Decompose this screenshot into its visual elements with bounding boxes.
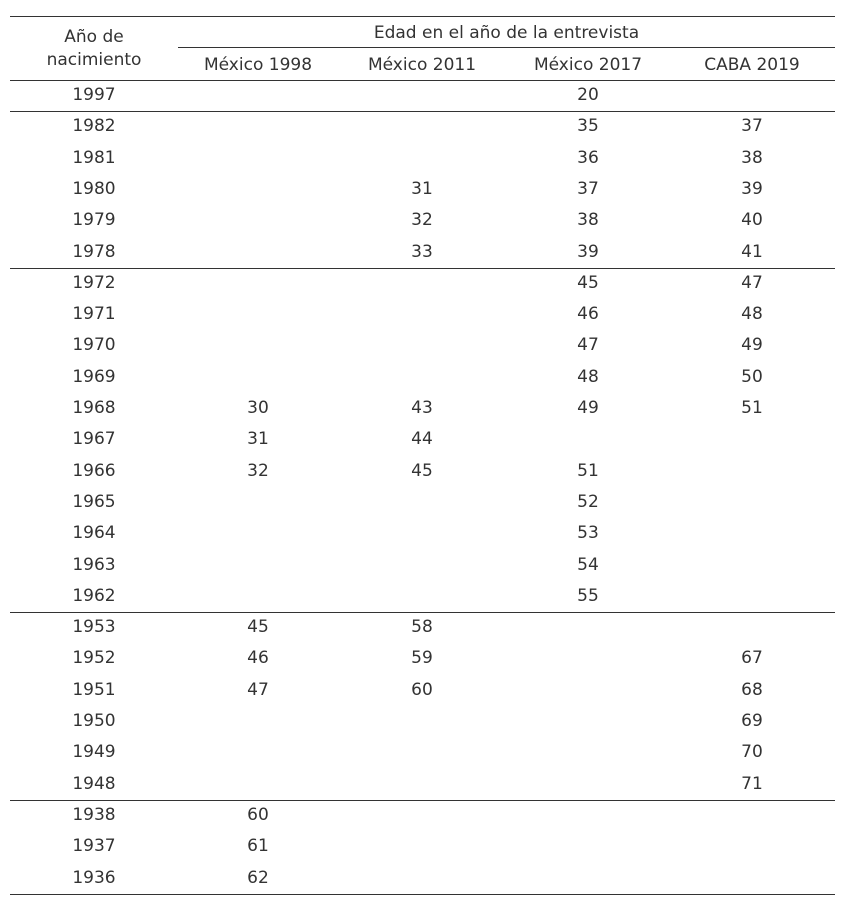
column-header-mexico-2011: México 2011 (367, 55, 477, 75)
birth-year-cell: 1963 (72, 554, 116, 575)
age-cell-mexico-1998: 31 (247, 429, 269, 450)
age-cell-mexico-1998: 62 (247, 867, 269, 888)
age-cell-mexico-2011: 32 (411, 210, 433, 231)
age-cell-caba-2019: 67 (741, 648, 763, 669)
birth-year-cell: 1938 (72, 804, 116, 825)
age-cell-mexico-2011: 60 (411, 679, 433, 700)
age-cell-mexico-2011: 59 (411, 648, 433, 669)
birth-year-cell: 1997 (72, 85, 116, 105)
age-cell-mexico-2017: 49 (577, 398, 599, 418)
group-separator-rule (10, 111, 835, 112)
age-cell-mexico-2011: 58 (411, 617, 433, 638)
age-cell-mexico-2017: 47 (577, 335, 599, 356)
age-cell-mexico-1998: 32 (247, 460, 269, 481)
age-cell-mexico-1998: 61 (247, 836, 269, 857)
row-header-line1: Año de (64, 27, 124, 47)
age-cell-caba-2019: 38 (741, 147, 763, 168)
birth-year-cell: 1980 (72, 178, 116, 199)
birth-year-cell: 1978 (72, 241, 116, 262)
birth-year-cell: 1966 (72, 460, 116, 481)
age-cell-mexico-2017: 48 (577, 366, 599, 387)
age-cell-mexico-2017: 38 (577, 210, 599, 231)
bottom-rule (10, 894, 835, 895)
birth-year-cell: 1970 (72, 335, 116, 356)
age-cell-mexico-1998: 60 (247, 804, 269, 825)
age-cell-caba-2019: 40 (741, 210, 763, 231)
birth-year-cell: 1964 (72, 523, 116, 544)
birth-year-cell: 1971 (72, 304, 116, 325)
age-cell-mexico-2017: 53 (577, 523, 599, 544)
age-cell-caba-2019: 51 (741, 398, 763, 418)
birth-year-cell: 1979 (72, 210, 116, 231)
age-cell-mexico-2017: 52 (577, 491, 599, 512)
age-cell-caba-2019: 68 (741, 679, 763, 700)
age-cell-caba-2019: 69 (741, 711, 763, 731)
age-cell-mexico-2017: 37 (577, 178, 599, 199)
age-cell-mexico-1998: 30 (247, 398, 269, 418)
age-cell-caba-2019: 41 (741, 241, 763, 262)
birth-year-cell: 1953 (72, 617, 116, 638)
age-cell-caba-2019: 48 (741, 304, 763, 325)
age-cell-mexico-2011: 43 (411, 398, 433, 418)
birth-year-cell: 1981 (72, 147, 116, 168)
age-cell-mexico-2017: 35 (577, 116, 599, 137)
birth-year-cell: 1951 (72, 679, 116, 700)
group-header: Edad en el año de la entrevista (373, 23, 640, 43)
group-separator-rule (10, 268, 835, 269)
row-header-line2: nacimiento (46, 50, 142, 70)
age-cell-mexico-2011: 31 (411, 178, 433, 199)
group-separator-rule (10, 612, 835, 613)
age-cell-caba-2019: 47 (741, 272, 763, 293)
age-cell-mexico-1998: 47 (247, 679, 269, 700)
age-cell-mexico-2017: 51 (577, 460, 599, 481)
birth-year-cell: 1969 (72, 366, 116, 387)
group-header-rule (178, 47, 835, 48)
age-cell-mexico-2017: 55 (577, 585, 599, 606)
birth-year-cell: 1967 (72, 429, 116, 450)
age-cell-caba-2019: 70 (741, 742, 763, 763)
column-header-mexico-1998: México 1998 (203, 55, 313, 75)
age-cell-mexico-2017: 20 (577, 85, 599, 105)
age-cell-mexico-2017: 46 (577, 304, 599, 325)
birth-year-cell: 1982 (72, 116, 116, 137)
age-cell-mexico-2017: 54 (577, 554, 599, 575)
column-header-mexico-2017: México 2017 (533, 55, 643, 75)
birth-year-cell: 1962 (72, 585, 116, 606)
birth-year-cell: 1965 (72, 491, 116, 512)
age-cell-mexico-2011: 33 (411, 241, 433, 262)
birth-year-cell: 1948 (72, 773, 116, 794)
age-cell-caba-2019: 50 (741, 366, 763, 387)
age-cell-caba-2019: 39 (741, 178, 763, 199)
age-cell-mexico-1998: 45 (247, 617, 269, 638)
age-cell-caba-2019: 71 (741, 773, 763, 794)
age-cell-mexico-2017: 39 (577, 241, 599, 262)
age-cell-mexico-2017: 36 (577, 147, 599, 168)
birth-year-cell: 1972 (72, 272, 116, 293)
top-rule (10, 16, 835, 17)
age-cell-mexico-1998: 46 (247, 648, 269, 669)
age-cell-mexico-2011: 44 (411, 429, 433, 450)
header-bottom-rule (10, 80, 835, 81)
birth-year-cell: 1936 (72, 867, 116, 888)
age-cell-mexico-2011: 45 (411, 460, 433, 481)
birth-year-cell: 1952 (72, 648, 116, 669)
birth-year-cell: 1937 (72, 836, 116, 857)
birth-year-cell: 1949 (72, 742, 116, 763)
group-separator-rule (10, 800, 835, 801)
age-cell-caba-2019: 37 (741, 116, 763, 137)
column-header-caba-2019: CABA 2019 (704, 55, 800, 75)
age-cell-caba-2019: 49 (741, 335, 763, 356)
age-cell-mexico-2017: 45 (577, 272, 599, 293)
birth-year-cell: 1968 (72, 398, 116, 418)
birth-year-cell: 1950 (72, 711, 116, 731)
